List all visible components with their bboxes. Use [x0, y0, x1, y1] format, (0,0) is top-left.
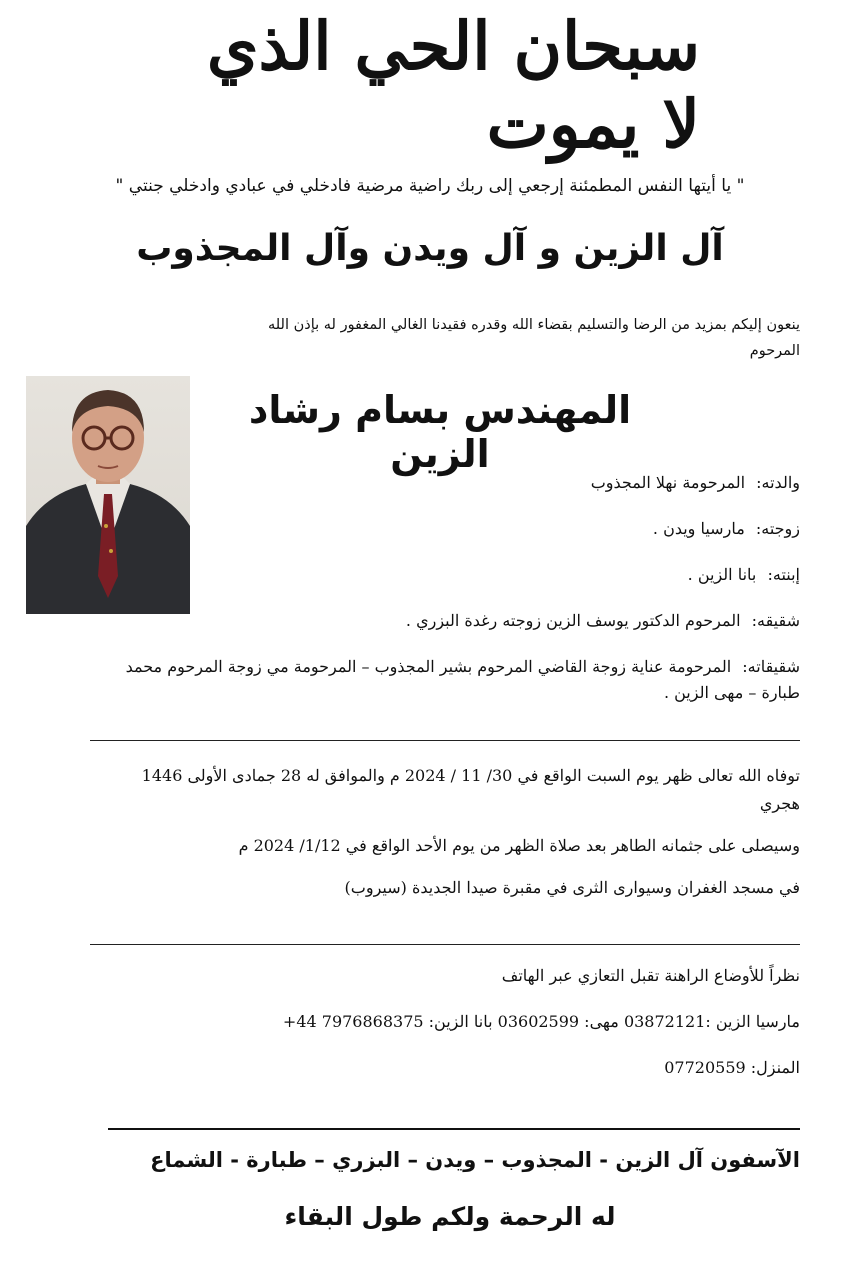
quran-verse: " يا أيتها النفس المطمئنة إرجعي إلى ربك راضية مرضية فادخلي في عبادي وادخلي جنتي "	[115, 176, 745, 196]
relative-value: بانا الزين .	[687, 565, 757, 584]
relative-value: مارسيا ويدن .	[652, 519, 745, 538]
closing-line: له الرحمة ولكم طول البقاء	[284, 1202, 616, 1231]
condolence-info	[100, 962, 800, 1082]
families-title: آل الزين و آل ويدن وآل المجذوب	[136, 228, 724, 269]
divider	[90, 944, 800, 945]
relative-daughter	[100, 562, 800, 588]
death-info	[100, 762, 800, 902]
relative-sisters	[100, 654, 800, 706]
relative-wife	[100, 516, 800, 542]
relative-label: إبنته:	[767, 565, 800, 584]
intro-line: ينعون إليكم بمزيد من الرضا والتسليم بقضاء الله وقدره فقيدنا الغالي المغفور له بإذن الله	[267, 317, 800, 333]
mourners-line: الآسفون آل الزين - المجذوب – ويدن – البزري – طبارة - الشماع	[150, 1148, 800, 1172]
funeral-prayer-line: وسيصلى على جثمانه الطاهر بعد صلاة الظهر من يوم الأحد الواقع في 1/12/ 2024 م	[238, 836, 800, 855]
relative-label: والدته:	[756, 473, 800, 492]
relative-label: شقيقه:	[751, 611, 800, 630]
relative-label: زوجته:	[755, 519, 800, 538]
divider	[90, 740, 800, 741]
relative-mother	[100, 470, 800, 496]
relative-label: شقيقاته:	[742, 657, 800, 676]
condolence-note: نظراً للأوضاع الراهنة تقبل التعازي عبر الهاتف	[501, 966, 800, 985]
home-phone: المنزل: 07720559	[664, 1058, 800, 1077]
phone-numbers: مارسيا الزين :03872121 مهى: 03602599 بانا الزين: 7976868375 44+	[282, 1012, 800, 1031]
relative-brother	[100, 608, 800, 634]
relative-value: المرحومة عناية زوجة القاضي المرحوم بشير المجذوب – المرحومة مي زوجة المرحوم محمد طبارة – مهى الزين .	[125, 657, 800, 702]
calligraphy-header: سبحان الحي الذي لا يموت	[206, 7, 700, 163]
relative-value: المرحوم الدكتور يوسف الزين زوجته رغدة البزري .	[405, 611, 741, 630]
intro-line: المرحوم	[749, 343, 800, 359]
death-date-line: توفاه الله تعالى ظهر يوم السبت الواقع في 30/ 11 / 2024 م والموافق له 28 جمادى الأولى 1446 هجري	[141, 766, 800, 813]
burial-line: في مسجد الغفران وسيوارى الثرى في مقبرة صيدا الجديدة (سيروب)	[344, 878, 800, 897]
deceased-name: المهندس بسام رشاد الزين	[248, 388, 632, 476]
relative-value: المرحومة نهلا المجذوب	[590, 473, 746, 492]
footer-rule	[108, 1128, 800, 1130]
relatives-list	[100, 470, 800, 726]
intro-text	[100, 312, 800, 364]
